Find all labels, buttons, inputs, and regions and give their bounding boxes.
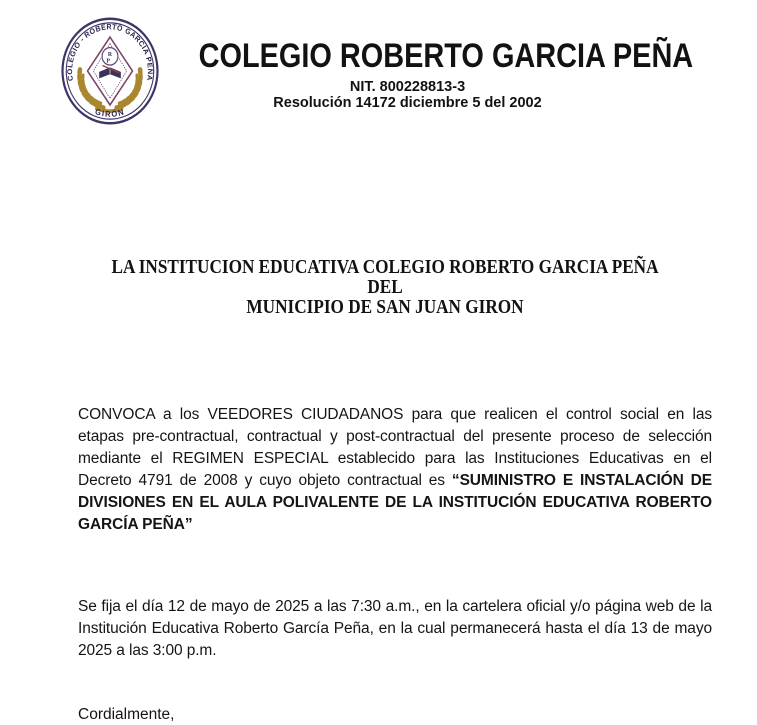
seal-ring-text-bottom: GIRÓN bbox=[94, 106, 126, 120]
convocation-text: CONVOCA a los VEEDORES CIUDADANOS para que realicen el control social en las etapas pre-contractual, contractual y post-contractual del presente proceso de selección mediante el REGIMEN ESPECIAL establecido para las Instituciones Educativas en el Decreto 4791 de 2008 y cuyo objeto contractual es bbox=[78, 406, 712, 489]
school-logo bbox=[60, 16, 160, 126]
school-resolution: Resolución 14172 diciembre 5 del 2002 bbox=[273, 95, 542, 111]
svg-text:GIRÓN bbox=[94, 107, 126, 119]
seal-monogram-letter-r: R bbox=[107, 51, 113, 58]
document-heading-line1: LA INSTITUCION EDUCATIVA COLEGIO ROBERTO GARCIA PEÑA DEL bbox=[111, 256, 659, 298]
letterhead bbox=[155, 37, 694, 111]
posting-dates-paragraph: Se fija el día 12 de mayo de 2025 a las 7:30 a.m., en la cartelera oficial y/o página web de la Institución Educativa Roberto García Peña, en la cual permanecerá hasta el día 13 de mayo 2025 a las 3:00 p.m. bbox=[78, 598, 712, 659]
closing-salutation: Cordialmente, bbox=[78, 706, 175, 723]
seal-ring-text-top: COLEGIO - ROBERTO GARCÍA PEÑA bbox=[65, 21, 155, 82]
school-seal-graphic bbox=[60, 16, 160, 126]
document-heading-line2: MUNICIPIO DE SAN JUAN GIRON bbox=[246, 296, 524, 318]
document-heading bbox=[101, 257, 669, 317]
contract-object-text: “SUMINISTRO E INSTALACIÓN DE DIVISIONES EN EL AULA POLIVALENTE DE LA INSTITUCIÓN EDUCATIVA ROBERTO GARCÍA PEÑA” bbox=[78, 472, 712, 533]
convocation-paragraph bbox=[78, 404, 712, 536]
school-name-title: COLEGIO ROBERTO GARCIA PEÑA bbox=[198, 37, 694, 75]
seal-monogram-letter-p: P bbox=[106, 58, 111, 65]
school-nit: NIT. 800228813-3 bbox=[349, 79, 466, 95]
